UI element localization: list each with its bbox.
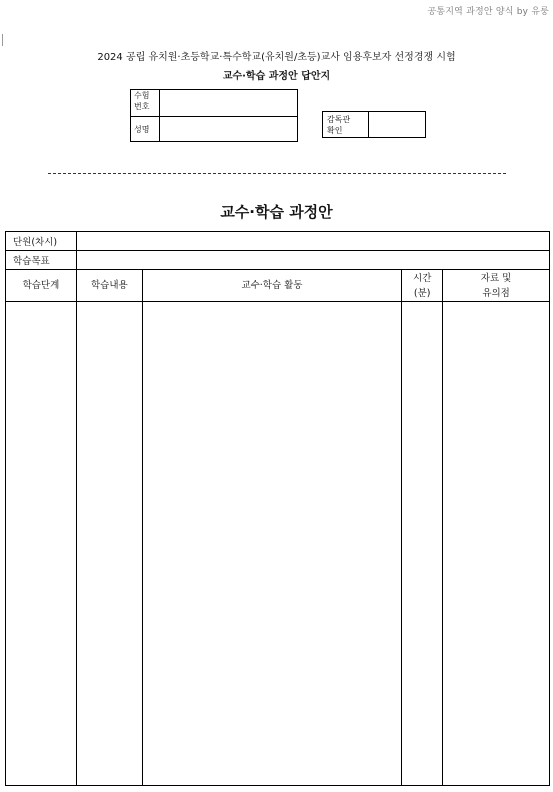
materials-cell[interactable]: [443, 302, 550, 786]
col-header-time-line2: (분): [413, 287, 431, 299]
stage-cell[interactable]: [6, 302, 77, 786]
supervisor-label-line2: 확인: [327, 125, 343, 135]
margin-tick: [2, 34, 3, 46]
sheet-title: 교수·학습 과정안 답안지: [222, 71, 331, 82]
exam-number-label-line1: 수험: [134, 91, 150, 100]
objective-field[interactable]: [76, 251, 549, 270]
exam-number-label: [131, 90, 160, 117]
objective-label: 학습목표: [6, 251, 77, 270]
col-header-time: [402, 270, 443, 302]
corner-note: 공통지역 과정안 양식 by 유룽: [427, 7, 549, 17]
plan-title: 교수·학습 과정안: [220, 203, 333, 221]
lesson-plan-table: [5, 231, 550, 786]
unit-label: 단원(차시): [6, 232, 77, 251]
col-header-activity: 교수·학습 활동: [142, 270, 401, 302]
time-cell[interactable]: [402, 302, 443, 786]
supervisor-label: [323, 112, 369, 138]
cut-line: [48, 173, 506, 174]
col-header-time-line1: 시간: [413, 272, 432, 284]
exam-number-label-line2: 번호: [134, 102, 150, 111]
name-label: 성명: [131, 117, 160, 142]
exam-title: 2024 공립 유치원·초등학교·특수학교(유치원/초등)교사 임용후보자 선정경쟁 시험: [97, 52, 456, 63]
col-header-materials: [443, 270, 550, 302]
exam-number-field[interactable]: [160, 90, 298, 117]
unit-field[interactable]: [76, 232, 549, 251]
examinee-id-table: [130, 89, 298, 142]
supervisor-table: [322, 111, 426, 138]
content-cell[interactable]: [76, 302, 142, 786]
col-header-materials-line1: 자료 및: [480, 272, 512, 284]
name-field[interactable]: [160, 117, 298, 142]
col-header-stage: 학습단계: [6, 270, 77, 302]
activity-cell[interactable]: [142, 302, 401, 786]
col-header-content: 학습내용: [76, 270, 142, 302]
supervisor-label-line1: 감독관: [327, 114, 351, 124]
col-header-materials-line2: 유의점: [482, 287, 510, 299]
supervisor-confirm-field[interactable]: [369, 112, 426, 138]
